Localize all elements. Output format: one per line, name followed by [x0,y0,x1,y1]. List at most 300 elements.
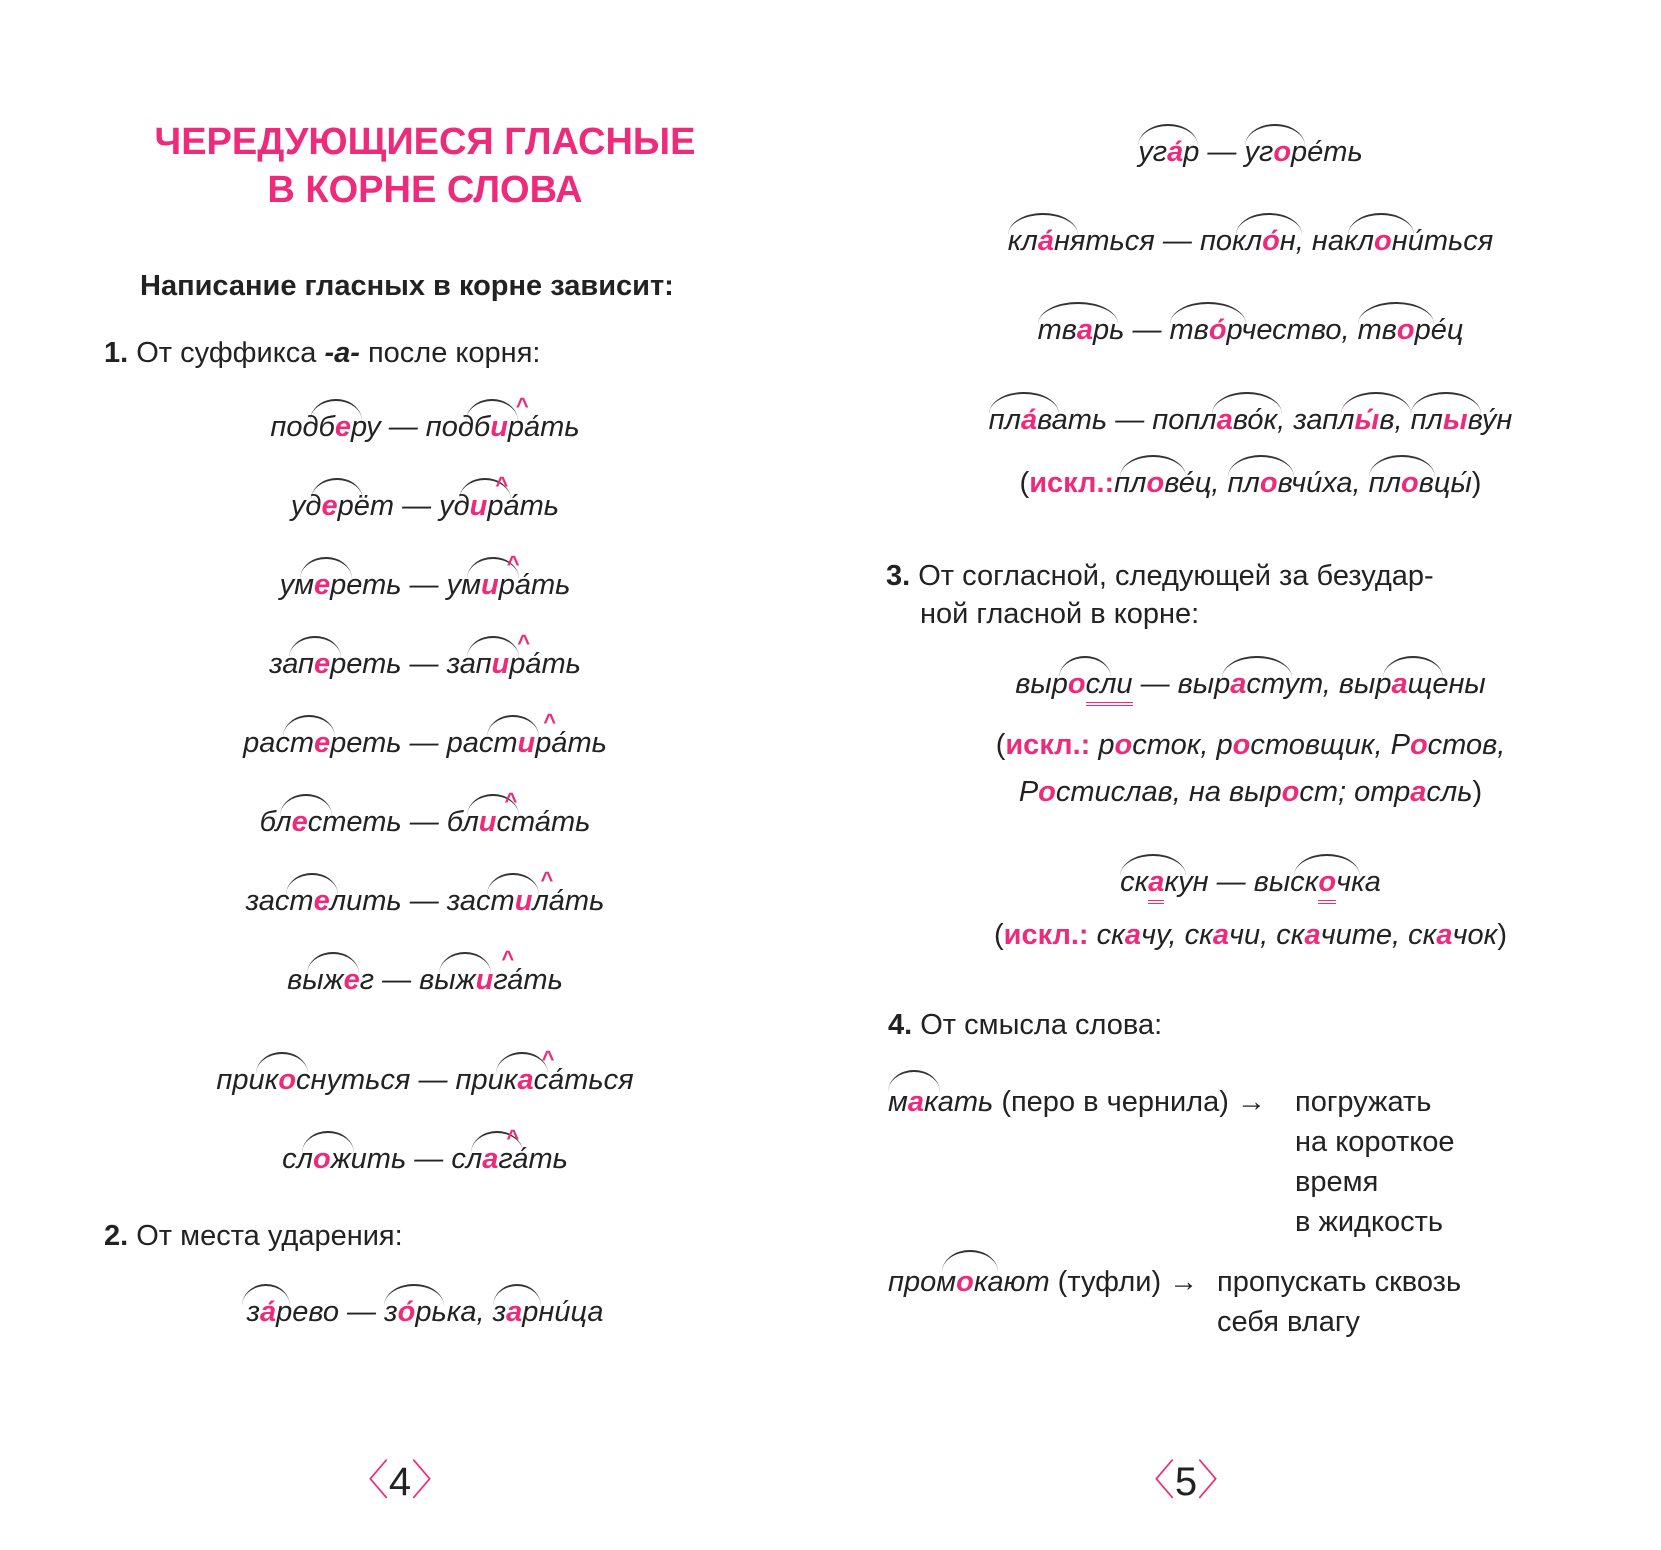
vowel: а́ [1020,404,1038,436]
root-arc [300,557,352,579]
word-part: попл [1152,404,1217,436]
root-arc [1411,392,1481,414]
dash: — [1208,866,1254,898]
word-part: ск [1276,919,1305,951]
definition-line: себя влагу [1217,1306,1360,1338]
word [447,885,533,918]
root-arc [1236,213,1302,235]
root-arc [1341,392,1411,414]
word-part: ра́ть [498,569,571,601]
alternation-pair-row [90,1046,760,1097]
vowel: а [1212,919,1230,951]
root-arc [1008,213,1078,235]
word [1293,404,1379,437]
vowel: и [491,648,510,680]
paren: ) [1472,776,1483,808]
word-part: ст; отр [1299,776,1411,808]
word-part: ск [1120,866,1149,898]
word-part: вцы́ [1418,467,1472,499]
word-part: стов, [1427,729,1506,761]
meaning-makat-definition [1295,1082,1455,1242]
exception [1020,467,1115,499]
root-arc [310,399,362,421]
word [1254,866,1336,899]
definition-line: пропускать сквозь [1217,1266,1462,1298]
page-title [90,118,760,214]
word-part: ста́ть [496,806,591,838]
root-arc [989,392,1059,414]
dash: — [338,1296,385,1328]
word-part: ре́ть [1291,136,1363,168]
word-part: тв [1169,314,1209,346]
vowel: а [482,1143,499,1175]
alternation-pair-row [90,788,760,839]
word-part: стут, [1246,668,1339,700]
word [1152,404,1233,437]
word-part: уг [1138,136,1168,168]
suffix-mark-icon: ^ [540,867,554,892]
word-part: рь [1093,314,1125,346]
word [1339,668,1408,701]
dash: — [401,885,447,917]
dash: — [374,964,420,996]
word [493,1296,523,1329]
vowel: а́ [1167,136,1184,168]
vowel: а [1410,776,1427,808]
root-arc [1170,302,1246,324]
vowel: и [475,964,494,996]
exception-row-plav [840,467,1661,500]
dash: — [1132,668,1178,700]
vowel: а [1216,404,1233,436]
vowel: е [314,569,331,601]
example-row-ugar [840,136,1661,169]
word [496,788,591,839]
word-part: пл [1410,404,1443,436]
vowel: о́ [397,1296,416,1328]
word [507,393,580,444]
alternation-pair-row [90,1125,760,1176]
word-part: чите, [1320,919,1409,951]
root-arc [384,1284,444,1306]
word-part: р [1216,729,1233,761]
section-text: после корня: [359,337,541,369]
word-part: стовщик, [1250,729,1391,761]
title-line-2: В КОРНЕ СЛОВА [267,169,583,211]
suffix-mark-icon: ^ [506,1125,520,1150]
word-part: уг [1244,136,1274,168]
exception-row-rost-2 [840,776,1661,809]
root-arc [1294,854,1360,876]
word-part: кун [1164,866,1209,898]
root-arc [487,873,539,895]
word-part: рчество, [1226,314,1358,346]
word-part: сл [451,1143,483,1175]
word [1358,314,1415,347]
vowel: е [334,411,351,443]
alternation-pair-row [90,709,760,760]
word [1015,668,1085,701]
dash: — [1124,314,1170,346]
word [451,1143,498,1176]
alternation-pair-row [90,630,760,681]
dash: — [380,411,426,443]
bracket-right: 〉 [1197,1457,1240,1504]
vowel: и [481,569,499,601]
vowel: и [490,411,508,443]
vowel: о [1259,467,1278,499]
vowel: о [1396,314,1415,346]
word-part: чу, [1140,919,1185,951]
root-arc [1059,656,1111,678]
section-4-heading [888,1009,1162,1042]
vowel: о [1067,668,1086,700]
vowel: о [278,1064,297,1096]
vowel: о [1038,776,1056,808]
word [1411,404,1468,437]
word-part: бл [446,806,479,838]
suffix-mark-icon: ^ [501,946,515,971]
word [535,709,607,760]
word-part: кать [924,1086,994,1118]
word [246,1296,276,1329]
vowel: о [1273,136,1292,168]
vowel: а [517,1064,534,1096]
definition-line: погружать [1295,1086,1432,1118]
section-2-heading [104,1220,403,1253]
vowel: ы́ [1354,404,1380,436]
vowel: е [313,885,330,917]
word-part: р [1090,729,1115,761]
example-row-rost [840,668,1661,701]
word-part: з [492,1296,507,1328]
word [246,885,330,918]
word-part: чок [1452,919,1498,951]
word-part: реть [330,648,402,680]
word [269,648,330,681]
word-part: раст [446,727,518,759]
word-part: стеть [307,806,402,838]
word [493,946,563,997]
section-text: От суффикса [136,337,325,369]
vowel: о [1114,729,1133,761]
word-part: пл [988,404,1021,436]
bracket-left: 〈 [1132,1457,1175,1504]
word-part: лить [329,885,402,917]
dash: — [1107,404,1153,436]
exception [996,729,1091,761]
word-part: в, [1379,404,1411,436]
vowel: о [956,1266,974,1298]
vowel: о́ [1208,314,1227,346]
word-part: ву́н [1467,404,1513,436]
word-part: прик [216,1064,279,1096]
root-arc [286,873,338,895]
word-part: снуться [296,1064,411,1096]
word-part: ум [446,569,481,601]
vowel: е [291,806,308,838]
paren: ( [993,919,1004,951]
word [989,404,1037,437]
exception-row-rost-1 [840,729,1661,762]
word-part: пл [1114,467,1147,499]
word-part: кают [973,1266,1050,1298]
word-part: з [246,1296,260,1328]
word [1245,136,1292,169]
word [487,472,560,523]
word [533,1046,634,1097]
word [1120,866,1164,899]
word-part: чка [1336,866,1381,898]
word [1178,668,1247,701]
word [282,1143,331,1176]
word-part: пл [1368,467,1401,499]
example-row-skak [840,866,1661,899]
root-arc [256,1052,308,1074]
exception-row-skak [840,919,1661,952]
word-part: накл [1311,225,1375,257]
section-1-heading [104,337,540,370]
root-arc [289,636,341,658]
suffix-mark-icon: ^ [506,551,520,576]
word-part: ре́ц [1414,314,1464,346]
root-arc [439,952,491,974]
word-part: ра́ть [535,727,607,759]
word-part: сли [1086,668,1133,706]
alternation-pair-row [90,946,760,997]
paren: ) [1471,467,1482,499]
word-part: ск [1088,919,1125,951]
suffix-mark-icon: ^ [541,1046,555,1071]
root-arc [1383,656,1443,678]
word-part: м [888,1086,908,1118]
word-part: ве́ц, [1164,467,1228,499]
root-arc [487,715,539,737]
word-part: ск [1184,919,1213,951]
exception-label: искл.: [1029,467,1115,499]
vowel: е [314,727,331,759]
suffix-mark-icon: ^ [543,709,557,734]
definition-line: время [1295,1166,1379,1198]
word-part: зап [269,648,314,680]
word-part: ра́ть [507,411,580,443]
word [216,1064,296,1097]
word-part: покл [1199,225,1263,257]
word-part: реть [330,569,402,601]
title-line-1: ЧЕРЕДУЮЩИЕСЯ ГЛАСНЫЕ [154,121,696,163]
vowel: е [314,648,331,680]
word [509,630,581,681]
word-part: г [359,964,375,996]
section-number: 4. [888,1009,913,1041]
vowel: о [1281,776,1300,808]
vowel: о [1232,729,1251,761]
vowel: а [1391,668,1408,700]
vowel: а [1304,919,1321,951]
page-number-text: 5 [1174,1460,1198,1504]
word-part: выск [1253,866,1319,898]
meaning-mokat [888,1262,1206,1302]
word [447,727,536,760]
word [1200,225,1280,258]
dash: — [401,648,447,680]
word [1170,314,1227,347]
vowel: о [1401,467,1419,499]
word-part: выр [1338,668,1392,700]
word [243,727,330,760]
dash: — [1154,225,1200,257]
root-arc [1212,392,1282,414]
word-part: рёт [337,490,395,522]
word [1228,467,1278,500]
word [1008,225,1054,258]
vowel: о [1374,225,1392,257]
meaning-mokat-definition [1217,1262,1461,1342]
word [1114,467,1164,500]
vowel: о [1409,729,1428,761]
root-arc [1038,302,1118,324]
vowel: о [313,1143,331,1175]
exception-label: искл.: [1005,729,1091,761]
root-arc [1120,455,1186,477]
word-part: ни́ться [1391,225,1494,257]
word-part: вать [1037,404,1108,436]
word-part: р [1183,136,1200,168]
vowel: и [469,490,488,522]
section-number: 1. [104,337,129,369]
word [270,411,351,444]
root-arc [311,478,363,500]
word-part: стислав, на выр [1055,776,1282,808]
root-arc [1228,455,1294,477]
page-number [1126,1448,1246,1508]
word-part: тв [1357,314,1397,346]
word [447,648,510,681]
word-part: кл [1007,225,1038,257]
word [384,1296,415,1329]
word [419,964,493,997]
word [888,1082,924,1122]
vowel: и [514,885,533,917]
word [1369,467,1419,500]
vowel: е [321,490,338,522]
dash: — [401,569,447,601]
word [280,569,331,602]
vowel: а [1436,919,1453,951]
vowel: а [907,1086,925,1118]
root-arc [302,1131,354,1153]
word-part: рево [276,1296,339,1328]
alternation-pair-row [90,393,760,444]
word-part: уд [290,490,322,522]
word-part: з [384,1296,398,1328]
word [1138,136,1183,169]
word-part: подб [270,411,335,443]
word-part: пл [1227,467,1260,499]
vowel: а [506,1296,523,1328]
page-number [340,1448,460,1508]
vowel: о [1318,866,1336,904]
vowel: а [1148,866,1164,904]
root-arc [283,715,335,737]
root-arc [1120,854,1186,876]
section-text: От места ударения: [136,1220,403,1252]
vowel: а [1076,314,1093,346]
vowel: а [1124,919,1141,951]
section-text: От смысла слова: [920,1009,1163,1041]
arrow-icon: → [1169,1266,1199,1298]
section-3-heading [886,557,1434,633]
root-arc [493,1284,541,1306]
vowel: е [343,964,360,996]
alternation-pair-row [90,867,760,918]
word-part: подб [425,411,491,443]
vowel: а́ [259,1296,277,1328]
root-arc [888,1070,940,1092]
bracket-left: 〈 [346,1457,389,1504]
word-part: пром [888,1266,957,1298]
dash: — [1199,136,1245,168]
root-arc [1358,302,1434,324]
root-arc [1348,213,1414,235]
root-arc [307,952,359,974]
word-part: выж [419,964,476,996]
example-row-plav [840,404,1661,437]
word [291,490,338,523]
word-part: реть [330,727,402,759]
word-part: бл [259,806,292,838]
dash: — [401,806,447,838]
word-part: рька, [415,1296,493,1328]
word [532,867,605,918]
word-part: ру [350,411,381,443]
paren: ( [1019,467,1030,499]
definition-line: в жидкость [1295,1206,1444,1238]
root-arc [1138,124,1198,146]
word-part: ум [279,569,314,601]
word-part: заст [446,885,515,917]
word-part: тв [1037,314,1077,346]
example-row-tvar [840,314,1661,347]
definition-line: на короткое [1295,1126,1455,1158]
suffix-mark-icon: ^ [517,630,531,655]
word-part: га́ть [493,964,563,996]
vowel: о [1146,467,1165,499]
dash: — [401,727,447,759]
alternation-pair-row [90,551,760,602]
root-arc [942,1250,998,1272]
section-number: 2. [104,1220,129,1252]
vowel: а́ [1037,225,1054,257]
word-part: ла́ть [532,885,605,917]
paren: ) [1497,919,1508,951]
word-part: чи, [1229,919,1277,951]
meaning-makat [888,1082,1274,1122]
word-part: са́ться [533,1064,634,1096]
section-number: 3. [886,560,911,592]
vowel: а [1230,668,1247,700]
word [447,569,499,602]
suffix-mark-icon: ^ [515,393,529,418]
word-part: запл [1293,404,1355,436]
word-part: ра́ть [509,648,581,680]
root-arc [242,1284,290,1306]
word-part: сл [282,1143,313,1175]
section-text: ной гласной в корне: [920,598,1200,630]
example-row-zarevo [90,1296,760,1329]
word [1038,314,1093,347]
suffix-mark-icon: ^ [495,472,509,497]
